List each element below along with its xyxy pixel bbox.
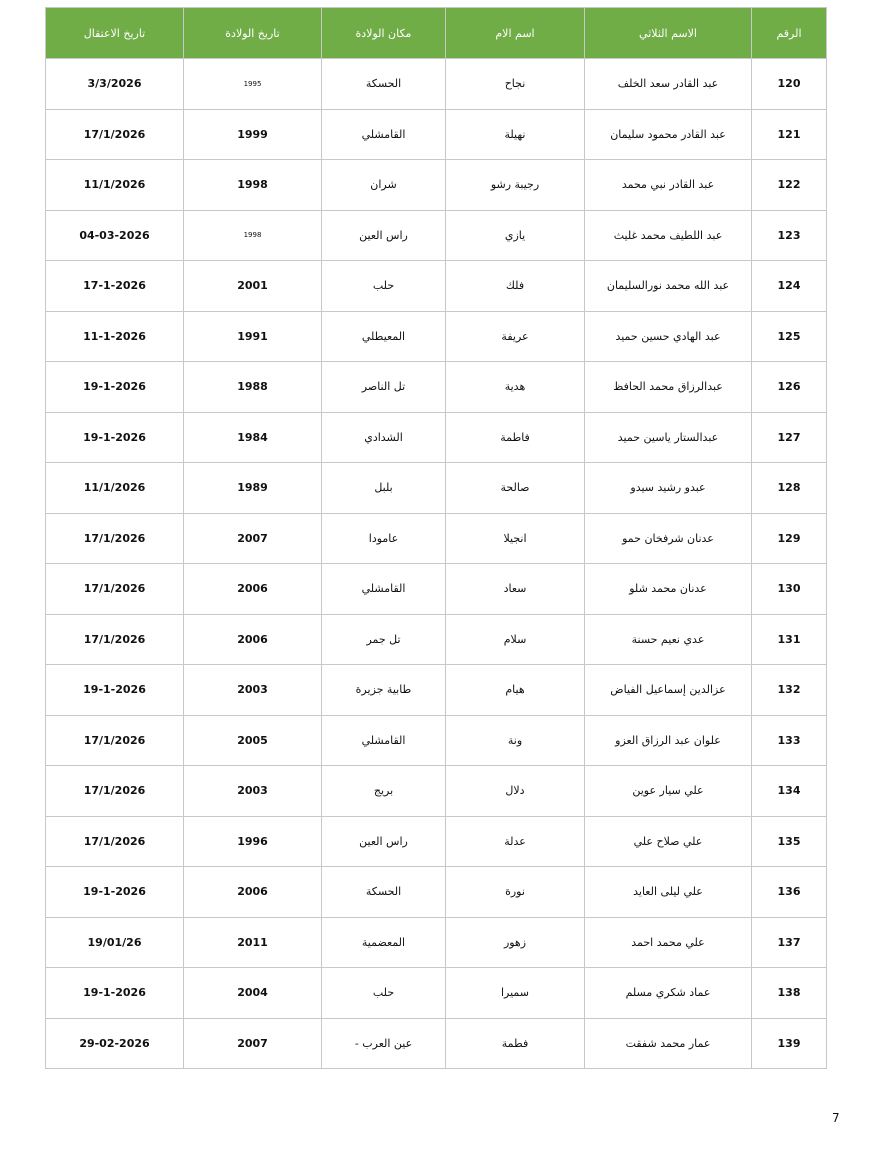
header-row <box>46 8 827 59</box>
cell-full-name: عبد القادر سعد الخلف <box>585 59 752 110</box>
header-birth-date: تاريخ الولادة <box>184 8 322 59</box>
cell-birth-place: راس العين <box>322 816 446 867</box>
cell-birth-date: 2007 <box>184 1018 322 1069</box>
cell-birth-place: تل الناصر <box>322 362 446 413</box>
table-row <box>46 614 827 665</box>
cell-number: 136 <box>752 867 827 918</box>
cell-arrest-date: 04-03-2026 <box>46 210 184 261</box>
table-row <box>46 109 827 160</box>
cell-number: 124 <box>752 261 827 312</box>
cell-arrest-date: 11/1/2026 <box>46 463 184 514</box>
cell-mother-name: دلال <box>446 766 585 817</box>
cell-arrest-date: 19-1-2026 <box>46 412 184 463</box>
cell-arrest-date: 19-1-2026 <box>46 362 184 413</box>
cell-number: 128 <box>752 463 827 514</box>
cell-full-name: عزالدين إسماعيل الفياض <box>585 665 752 716</box>
table-row <box>46 665 827 716</box>
table-row <box>46 968 827 1019</box>
cell-full-name: علي محمد احمد <box>585 917 752 968</box>
cell-birth-place: حلب <box>322 261 446 312</box>
cell-number: 138 <box>752 968 827 1019</box>
cell-mother-name: يازي <box>446 210 585 261</box>
cell-birth-date: 2006 <box>184 867 322 918</box>
table-row <box>46 210 827 261</box>
cell-full-name: عبد اللطيف محمد غليث <box>585 210 752 261</box>
table-row <box>46 261 827 312</box>
cell-mother-name: هيام <box>446 665 585 716</box>
header-number: الرقم <box>752 8 827 59</box>
cell-birth-place: شران <box>322 160 446 211</box>
cell-birth-date: 2003 <box>184 766 322 817</box>
cell-arrest-date: 19-1-2026 <box>46 968 184 1019</box>
cell-birth-date: 1996 <box>184 816 322 867</box>
table-row <box>46 463 827 514</box>
cell-mother-name: فطمة <box>446 1018 585 1069</box>
cell-birth-place: المعيطلي <box>322 311 446 362</box>
page-number: 7 <box>832 1111 840 1125</box>
cell-number: 135 <box>752 816 827 867</box>
cell-birth-date: 2003 <box>184 665 322 716</box>
table-row <box>46 59 827 110</box>
cell-number: 121 <box>752 109 827 160</box>
cell-birth-date: 1984 <box>184 412 322 463</box>
cell-mother-name: عريفة <box>446 311 585 362</box>
cell-birth-place: الشدادي <box>322 412 446 463</box>
cell-birth-place: الحسكة <box>322 59 446 110</box>
cell-mother-name: ونة <box>446 715 585 766</box>
cell-birth-date: 2006 <box>184 564 322 615</box>
cell-mother-name: انجيلا <box>446 513 585 564</box>
cell-birth-place: طابية جزيرة <box>322 665 446 716</box>
cell-full-name: عبد الهادي حسين حميد <box>585 311 752 362</box>
cell-number: 125 <box>752 311 827 362</box>
cell-full-name: عبد الله محمد نورالسليمان <box>585 261 752 312</box>
header-birth-place: مكان الولادة <box>322 8 446 59</box>
cell-mother-name: عدلة <box>446 816 585 867</box>
cell-arrest-date: 17/1/2026 <box>46 816 184 867</box>
cell-arrest-date: 17/1/2026 <box>46 614 184 665</box>
cell-number: 130 <box>752 564 827 615</box>
cell-birth-place: القامشلي <box>322 564 446 615</box>
cell-mother-name: سلام <box>446 614 585 665</box>
table-header <box>46 8 827 59</box>
cell-birth-place: حلب <box>322 968 446 1019</box>
cell-birth-place: القامشلي <box>322 109 446 160</box>
cell-arrest-date: 17/1/2026 <box>46 513 184 564</box>
cell-birth-place: القامشلي <box>322 715 446 766</box>
table-body <box>46 59 827 1069</box>
cell-arrest-date: 3/3/2026 <box>46 59 184 110</box>
cell-birth-date: 1995 <box>184 59 322 110</box>
cell-mother-name: نجاح <box>446 59 585 110</box>
cell-birth-date: 1998 <box>184 210 322 261</box>
cell-number: 123 <box>752 210 827 261</box>
cell-number: 139 <box>752 1018 827 1069</box>
header-full-name: الاسم الثلاثي <box>585 8 752 59</box>
cell-arrest-date: 19-1-2026 <box>46 867 184 918</box>
cell-birth-place: المعضمية <box>322 917 446 968</box>
cell-mother-name: زهور <box>446 917 585 968</box>
cell-arrest-date: 17-1-2026 <box>46 261 184 312</box>
cell-number: 126 <box>752 362 827 413</box>
table-row <box>46 917 827 968</box>
cell-full-name: عدي نعيم حسنة <box>585 614 752 665</box>
cell-mother-name: فاطمة <box>446 412 585 463</box>
cell-birth-place: بريج <box>322 766 446 817</box>
cell-birth-date: 2004 <box>184 968 322 1019</box>
table-row <box>46 513 827 564</box>
cell-mother-name: نهيلة <box>446 109 585 160</box>
table-row <box>46 1018 827 1069</box>
detainees-table <box>45 7 827 1069</box>
cell-arrest-date: 17/1/2026 <box>46 109 184 160</box>
cell-birth-date: 1991 <box>184 311 322 362</box>
table-row <box>46 816 827 867</box>
cell-number: 120 <box>752 59 827 110</box>
cell-number: 131 <box>752 614 827 665</box>
cell-birth-place: عين العرب - <box>322 1018 446 1069</box>
cell-arrest-date: 11-1-2026 <box>46 311 184 362</box>
cell-full-name: علي سيار عوين <box>585 766 752 817</box>
cell-birth-place: الحسكة <box>322 867 446 918</box>
cell-number: 133 <box>752 715 827 766</box>
cell-birth-date: 1988 <box>184 362 322 413</box>
cell-mother-name: هدية <box>446 362 585 413</box>
cell-birth-place: بلبل <box>322 463 446 514</box>
cell-number: 134 <box>752 766 827 817</box>
cell-arrest-date: 17/1/2026 <box>46 564 184 615</box>
header-mother-name: اسم الام <box>446 8 585 59</box>
cell-number: 129 <box>752 513 827 564</box>
cell-full-name: علوان عبد الرزاق العزو <box>585 715 752 766</box>
cell-arrest-date: 29-02-2026 <box>46 1018 184 1069</box>
cell-mother-name: سعاد <box>446 564 585 615</box>
cell-full-name: عبد القادر نبي محمد <box>585 160 752 211</box>
cell-mother-name: صالحة <box>446 463 585 514</box>
table-row <box>46 564 827 615</box>
cell-mother-name: فلك <box>446 261 585 312</box>
table-row <box>46 160 827 211</box>
cell-full-name: عبدالستار ياسين حميد <box>585 412 752 463</box>
cell-birth-place: تل جمر <box>322 614 446 665</box>
cell-full-name: عدنان شرفخان حمو <box>585 513 752 564</box>
header-arrest-date: تاريخ الاعتقال <box>46 8 184 59</box>
cell-full-name: عمار محمد شفقت <box>585 1018 752 1069</box>
table-row <box>46 362 827 413</box>
cell-number: 122 <box>752 160 827 211</box>
cell-number: 132 <box>752 665 827 716</box>
cell-full-name: علي صلاح علي <box>585 816 752 867</box>
cell-birth-date: 2005 <box>184 715 322 766</box>
cell-number: 137 <box>752 917 827 968</box>
table-row <box>46 715 827 766</box>
cell-arrest-date: 17/1/2026 <box>46 766 184 817</box>
cell-full-name: علي ليلى العايد <box>585 867 752 918</box>
table-row <box>46 867 827 918</box>
cell-full-name: عبدالرزاق محمد الحافظ <box>585 362 752 413</box>
cell-full-name: عبد القادر محمود سليمان <box>585 109 752 160</box>
cell-arrest-date: 17/1/2026 <box>46 715 184 766</box>
cell-birth-date: 2001 <box>184 261 322 312</box>
cell-arrest-date: 19-1-2026 <box>46 665 184 716</box>
cell-mother-name: سميرا <box>446 968 585 1019</box>
cell-full-name: عماد شكري مسلم <box>585 968 752 1019</box>
cell-birth-date: 2006 <box>184 614 322 665</box>
cell-birth-date: 1998 <box>184 160 322 211</box>
table-row <box>46 766 827 817</box>
cell-birth-place: عامودا <box>322 513 446 564</box>
cell-arrest-date: 19/01/26 <box>46 917 184 968</box>
cell-birth-date: 2011 <box>184 917 322 968</box>
cell-birth-date: 1989 <box>184 463 322 514</box>
table-row <box>46 412 827 463</box>
cell-full-name: عبدو رشيد سيدو <box>585 463 752 514</box>
table-row <box>46 311 827 362</box>
cell-arrest-date: 11/1/2026 <box>46 160 184 211</box>
cell-full-name: عدنان محمد شلو <box>585 564 752 615</box>
cell-mother-name: نورة <box>446 867 585 918</box>
cell-birth-place: راس العين <box>322 210 446 261</box>
cell-mother-name: رجيبة رشو <box>446 160 585 211</box>
cell-birth-date: 1999 <box>184 109 322 160</box>
cell-birth-date: 2007 <box>184 513 322 564</box>
cell-number: 127 <box>752 412 827 463</box>
